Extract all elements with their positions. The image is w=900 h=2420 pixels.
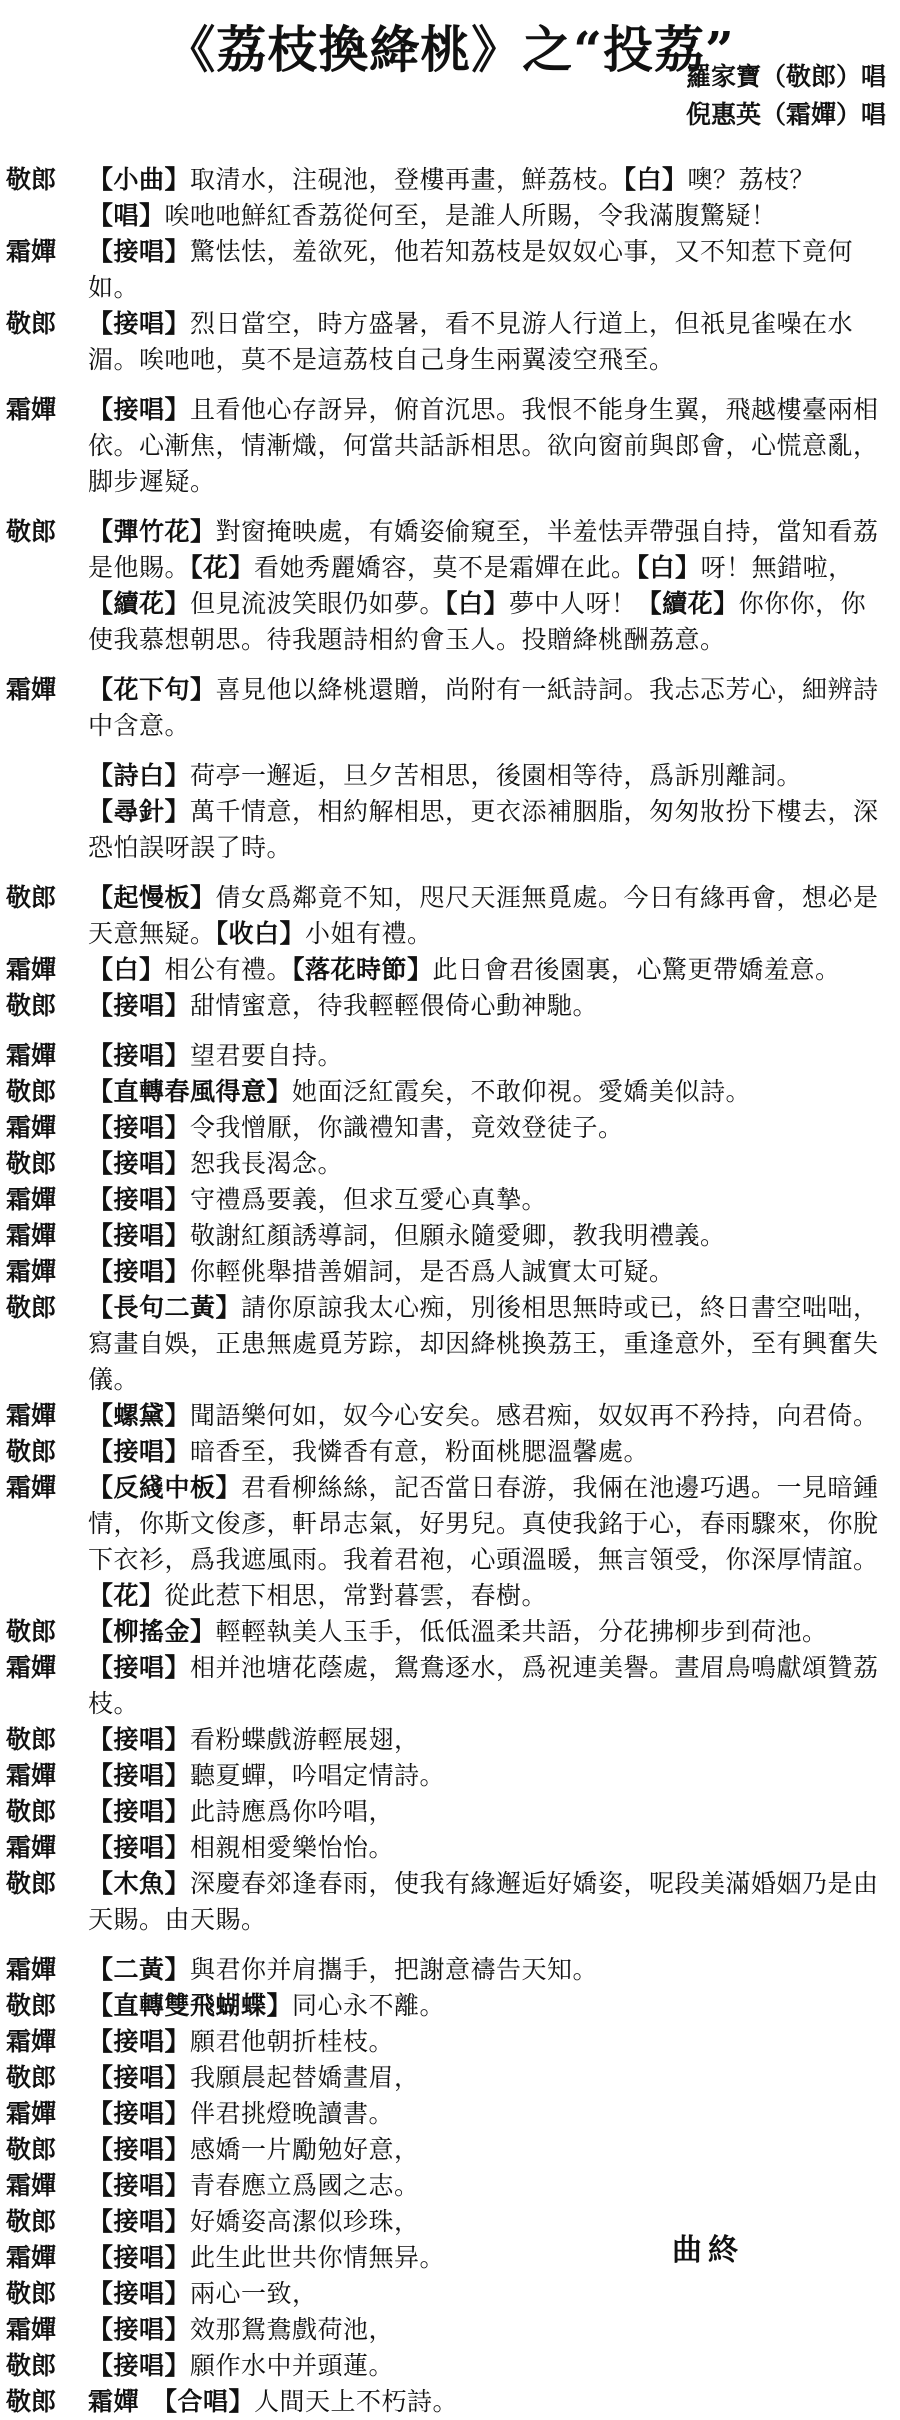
tune-tag: 【詩白】 <box>88 761 191 790</box>
lyric-segment: 聞語樂何如，奴今心安矣。感君痴，奴奴再不矜持，向君倚。 <box>190 1401 879 1430</box>
lyric-text <box>88 1218 888 1254</box>
tune-tag: 【起慢板】 <box>88 883 216 912</box>
lyric-text <box>88 1146 888 1182</box>
lyric-segment: 我願晨起替嬌晝眉， <box>190 2063 420 2092</box>
lyric-text <box>88 1290 888 1398</box>
lyric-segment: 同心永不離。 <box>292 1991 446 2020</box>
speaker-name: 霜嬋 <box>6 955 57 984</box>
lyric-line <box>6 758 888 794</box>
tune-tag: 【花】 <box>88 1581 165 1610</box>
tune-tag: 【接唱】 <box>88 1041 191 1070</box>
lyric-text <box>88 514 888 658</box>
speaker-name: 霜嬋 <box>6 675 57 704</box>
lyric-line <box>6 2204 888 2240</box>
lyric-segment: 荷亭一邂逅，旦夕苦相思，後園相等待，爲訴別離詞。 <box>190 761 803 790</box>
lyric-line <box>6 1988 888 2024</box>
lyric-text <box>88 1470 888 1614</box>
lyric-line <box>6 1722 888 1758</box>
lyric-text <box>88 1398 888 1434</box>
tune-tag: 【接唱】 <box>88 2063 191 2092</box>
tune-tag: 【合唱】 <box>164 2387 255 2416</box>
lyric-segment: 青春應立爲國之志。 <box>190 2171 420 2200</box>
lyric-line <box>6 1218 888 1254</box>
lyric-segment: 烈日當空，時方盛暑，看不見游人行道上，但祇見雀噪在水湄。唉吔吔，莫不是這荔枝自己身生兩翼淩空飛至。 <box>88 309 854 374</box>
speaker-name: 霜嬋 <box>6 1401 57 1430</box>
speaker-name: 霜嬋 <box>6 1257 57 1286</box>
lyric-line <box>6 2024 888 2060</box>
lyric-segment: 相并池塘花蔭處，鴛鴦逐水，爲祝連美譽。晝眉鳥鳴獻頌贊荔枝。 <box>88 1653 879 1718</box>
tune-tag: 【白】 <box>445 589 510 618</box>
lyric-line <box>6 1182 888 1218</box>
lyric-line <box>6 1074 888 1110</box>
lyric-segment: 與君你并肩攜手，把謝意禱告天知。 <box>190 1955 599 1984</box>
lyric-text <box>88 1182 888 1218</box>
tune-tag: 【接唱】 <box>88 1257 191 1286</box>
lyric-segment: 萬千情意，相約解相思，更衣添補胭脂，匆匆妝扮下樓去，深恐怕誤呀誤了時。 <box>88 797 879 862</box>
tune-tag: 【接唱】 <box>88 1833 191 1862</box>
tune-tag: 【白】 <box>88 955 165 984</box>
lyric-text <box>88 794 888 866</box>
lyric-text <box>88 1988 888 2024</box>
lyric-text <box>88 234 888 306</box>
lyric-line <box>6 1254 888 1290</box>
lyric-segment: 輕輕執美人玉手，低低溫柔共語，分花拂柳步到荷池。 <box>215 1617 828 1646</box>
tune-tag: 【接唱】 <box>88 2243 191 2272</box>
tune-tag: 【反綫中板】 <box>88 1473 242 1502</box>
lyric-line <box>6 2348 888 2384</box>
tune-tag: 【二黃】 <box>88 1955 191 1984</box>
speaker-name: 霜嬋 <box>6 1113 57 1142</box>
lyric-line <box>6 2312 888 2348</box>
tune-tag: 【接唱】 <box>88 1761 191 1790</box>
lyric-segment: 喜見他以絳桃還贈，尚附有一紙詩詞。我忐忑芳心，細辨詩中含意。 <box>88 675 879 740</box>
lyric-segment: 甜情蜜意，待我輕輕偎倚心動神馳。 <box>190 991 599 1020</box>
tune-tag: 【柳搖金】 <box>88 1617 216 1646</box>
tune-tag: 【接唱】 <box>88 1797 191 1826</box>
lyric-line <box>6 162 888 234</box>
speaker-name: 敬郎 <box>6 165 57 194</box>
lyric-text <box>88 162 888 234</box>
singer-credit-female: 倪惠英（霜嬋）唱 <box>685 100 886 129</box>
lyric-line <box>6 880 888 952</box>
lyric-segment: 從此惹下相思，常對暮雲，春樹。 <box>164 1581 548 1610</box>
lyric-line <box>6 1614 888 1650</box>
lyric-line <box>6 1830 888 1866</box>
speaker-name: 敬郎 <box>6 1991 57 2020</box>
speaker-name: 霜嬋 <box>6 1955 57 1984</box>
speaker-name: 霜嬋 <box>6 2099 57 2128</box>
lyric-text <box>88 758 888 794</box>
tune-tag: 【接唱】 <box>88 309 191 338</box>
lyric-line <box>6 1794 888 1830</box>
lyric-text <box>88 672 888 744</box>
lyric-line <box>6 392 888 500</box>
lyric-segment: 效那鴛鴦戲荷池， <box>190 2315 395 2344</box>
tune-tag: 【小曲】 <box>88 165 191 194</box>
lyric-line <box>6 514 888 658</box>
lyric-line <box>6 2132 888 2168</box>
lyric-segment: 取清水，注硯池，登樓再畫，鮮荔枝。 <box>190 165 624 194</box>
lyric-segment: 噢？荔枝？ <box>687 165 816 194</box>
lyric-segment: 兩心一致， <box>190 2279 318 2308</box>
lyric-line <box>6 1470 888 1614</box>
lyrics-body <box>6 162 888 2420</box>
lyric-line <box>6 2060 888 2096</box>
tune-tag: 【接唱】 <box>88 1221 191 1250</box>
tune-tag: 【白】 <box>636 553 701 582</box>
lyric-text <box>88 1434 888 1470</box>
tune-tag: 霜嬋 <box>88 2387 165 2416</box>
tune-tag: 【直轉春風得意】 <box>88 1077 293 1106</box>
lyric-text <box>88 2096 888 2132</box>
speaker-name: 霜嬋 <box>6 2171 57 2200</box>
lyric-segment: 驚怯怯，羞欲死，他若知荔枝是奴奴心事，又不知惹下竟何如。 <box>88 237 854 302</box>
lyric-segment: 願君他朝折桂枝。 <box>190 2027 395 2056</box>
speaker-name: 霜嬋 <box>6 1041 57 1070</box>
lyric-segment: 好嬌姿高潔似珍珠， <box>190 2207 420 2236</box>
lyric-segment: 聽夏蟬，吟唱定情詩。 <box>190 1761 446 1790</box>
tune-tag: 【接唱】 <box>88 395 191 424</box>
lyric-segment: 人間天上不朽詩。 <box>254 2387 459 2416</box>
speaker-name: 敬郎 <box>6 2279 57 2308</box>
lyric-segment: 呀！無錯啦， <box>700 553 854 582</box>
lyric-segment: 相公有禮。 <box>164 955 293 984</box>
lyric-text <box>88 2060 888 2096</box>
lyric-text <box>88 1722 888 1758</box>
speaker-name: 敬郎 <box>6 883 57 912</box>
lyric-text <box>88 2024 888 2060</box>
speaker-name: 敬郎 <box>6 2351 57 2380</box>
tune-tag: 【接唱】 <box>88 2171 191 2200</box>
lyric-text <box>88 2312 888 2348</box>
lyric-line <box>6 1398 888 1434</box>
lyric-segment: 小姐有禮。 <box>305 919 433 948</box>
lyric-line <box>6 988 888 1024</box>
lyric-line <box>6 1146 888 1182</box>
lyric-text <box>88 1952 888 1988</box>
speaker-name: 敬郎 <box>6 2387 57 2416</box>
lyric-segment: 此日會君後園裏，心驚更帶嬌羞意。 <box>432 955 841 984</box>
lyric-segment: 看粉蝶戲游輕展翅， <box>190 1725 420 1754</box>
tune-tag: 【接唱】 <box>88 237 191 266</box>
lyric-text <box>88 2348 888 2384</box>
speaker-name: 敬郎 <box>6 1617 57 1646</box>
lyric-line <box>6 1038 888 1074</box>
speaker-name: 敬郎 <box>6 1293 57 1322</box>
lyric-line <box>6 794 888 866</box>
tune-tag: 【接唱】 <box>88 1437 191 1466</box>
lyric-line <box>6 234 888 306</box>
speaker-name: 霜嬋 <box>6 395 57 424</box>
tune-tag: 【彈竹花】 <box>88 517 216 546</box>
tune-tag: 【直轉雙飛蝴蝶】 <box>88 1991 293 2020</box>
tune-tag: 【接唱】 <box>88 2027 191 2056</box>
tune-tag: 【花】 <box>190 553 255 582</box>
lyric-segment: 恕我長渴念。 <box>190 1149 344 1178</box>
speaker-name: 霜嬋 <box>6 1473 57 1502</box>
tune-tag: 【接唱】 <box>88 1653 191 1682</box>
lyric-text <box>88 952 888 988</box>
lyric-segment: 此生此世共你情無异。 <box>190 2243 446 2272</box>
lyric-segment: 對窗掩映處，有嬌姿偷窺至，半羞怯弄帶强自持，當知看荔是他賜。 <box>88 517 879 582</box>
tune-tag: 【接唱】 <box>88 2099 191 2128</box>
tune-tag: 【長句二黃】 <box>88 1293 242 1322</box>
speaker-name: 霜嬋 <box>6 1185 57 1214</box>
lyric-text <box>88 1758 888 1794</box>
tune-tag: 【接唱】 <box>88 991 191 1020</box>
speaker-name: 敬郎 <box>6 517 57 546</box>
lyric-line <box>6 952 888 988</box>
lyric-line <box>6 2168 888 2204</box>
lyric-segment: 此詩應爲你吟唱， <box>190 1797 395 1826</box>
lyric-text <box>88 1038 888 1074</box>
lyric-line <box>6 306 888 378</box>
lyric-text <box>88 1074 888 1110</box>
tune-tag: 【續花】 <box>88 589 191 618</box>
lyric-text <box>88 2240 888 2276</box>
lyric-line <box>6 1650 888 1722</box>
lyric-text <box>88 2204 888 2240</box>
speaker-name: 敬郎 <box>6 1149 57 1178</box>
lyric-segment: 守禮爲要義，但求互愛心真摯。 <box>190 1185 548 1214</box>
speaker-name: 霜嬋 <box>6 237 57 266</box>
lyric-text <box>88 1650 888 1722</box>
lyric-line <box>6 1758 888 1794</box>
lyric-text <box>88 2168 888 2204</box>
tune-tag: 【接唱】 <box>88 2135 191 2164</box>
tune-tag: 【接唱】 <box>88 2351 191 2380</box>
speaker-name: 敬郎 <box>6 309 57 338</box>
speaker-name: 敬郎 <box>6 1077 57 1106</box>
speaker-name: 敬郎 <box>6 2063 57 2092</box>
lyric-segment: 你輕佻舉措善媚詞，是否爲人誠實太可疑。 <box>190 1257 675 1286</box>
tune-tag: 【接唱】 <box>88 1113 191 1142</box>
speaker-name: 敬郎 <box>6 991 57 1020</box>
lyric-segment: 看她秀麗嬌容，莫不是霜嬋在此。 <box>254 553 637 582</box>
lyric-text <box>88 1866 888 1938</box>
speaker-name: 霜嬋 <box>6 2315 57 2344</box>
lyric-text <box>88 988 888 1024</box>
speaker-name: 敬郎 <box>6 1725 57 1754</box>
lyric-text <box>88 1794 888 1830</box>
tune-tag: 【續花】 <box>636 589 739 618</box>
lyric-line <box>6 2276 888 2312</box>
tune-tag: 【接唱】 <box>88 1185 191 1214</box>
lyric-segment: 唉吔吔鮮紅香荔從何至，是誰人所賜，令我滿腹驚疑！ <box>164 201 777 230</box>
lyric-text <box>88 392 888 500</box>
lyric-segment: 伴君挑燈晚讀書。 <box>190 2099 395 2128</box>
lyric-text <box>88 1110 888 1146</box>
tune-tag: 【落花時節】 <box>292 955 433 984</box>
lyric-segment: 你你你，你使我慕想朝思。待我題詩相約會玉人。投贈絳桃酬荔意。 <box>88 589 867 654</box>
speaker-name: 敬郎 <box>6 1437 57 1466</box>
lyric-segment: 但見流波笑眼仍如夢。 <box>190 589 446 618</box>
lyric-text <box>88 2132 888 2168</box>
tune-tag: 【唱】 <box>88 201 165 230</box>
lyric-segment: 請你原諒我太心痴，別後相思無時或已，終日書空咄咄，寫畫自娛，正患無處覓芳踪，却因絳桃換荔王，重逢意外，至有興奮失儀。 <box>88 1293 879 1394</box>
speaker-name: 霜嬋 <box>6 2027 57 2056</box>
lyric-text <box>88 1254 888 1290</box>
lyric-segment: 令我憎厭，你識禮知書，竟效登徒子。 <box>190 1113 624 1142</box>
song-title: 《荔枝換絳桃》之“投荔” <box>165 20 735 79</box>
lyric-segment: 君看柳絲絲，記否當日春游，我倆在池邊巧遇。一見暗鍾情，你斯文俊彥，軒昂志氣，好男兒。真使我銘于心，春雨驟來，你脫下衣衫，爲我遮風雨。我着君袍，心頭溫暖，無言領受，你深厚情誼。 <box>88 1473 879 1574</box>
lyric-text <box>88 2276 888 2312</box>
tune-tag: 【接唱】 <box>88 2279 191 2308</box>
tune-tag: 【螺黛】 <box>88 1401 191 1430</box>
lyric-segment: 暗香至，我憐香有意，粉面桃腮溫馨處。 <box>190 1437 650 1466</box>
lyric-segment: 相親相愛樂怡怡。 <box>190 1833 395 1862</box>
speaker-name: 霜嬋 <box>6 2243 57 2272</box>
tune-tag: 【接唱】 <box>88 2315 191 2344</box>
singer-credit-male: 羅家寶（敬郎）唱 <box>685 62 886 91</box>
tune-tag: 【白】 <box>623 165 688 194</box>
lyric-line <box>6 1866 888 1938</box>
speaker-name: 霜嬋 <box>6 1653 57 1682</box>
speaker-name: 敬郎 <box>6 1869 57 1898</box>
lyric-line <box>6 1952 888 1988</box>
speaker-name: 敬郎 <box>6 2135 57 2164</box>
singer-credits <box>686 58 886 134</box>
lyric-line <box>6 2384 888 2420</box>
lyric-line <box>6 1110 888 1146</box>
lyric-line <box>6 2096 888 2132</box>
lyric-line <box>6 672 888 744</box>
tune-tag: 【接唱】 <box>88 2207 191 2236</box>
speaker-name: 敬郎 <box>6 2207 57 2236</box>
lyric-line <box>6 1434 888 1470</box>
lyric-segment: 感嬌一片勵勉好意， <box>190 2135 420 2164</box>
tune-tag: 【接唱】 <box>88 1149 191 1178</box>
lyric-segment: 她面泛紅霞矣，不敢仰視。愛嬌美似詩。 <box>292 1077 752 1106</box>
tune-tag: 【木魚】 <box>88 1869 191 1898</box>
lyric-segment: 倩女爲鄰竟不知，咫尺天涯無覓處。今日有緣再會，想必是天意無疑。 <box>88 883 879 948</box>
lyric-segment: 深慶春郊逢春雨，使我有緣邂逅好嬌姿，呢段美滿婚姻乃是由天賜。由天賜。 <box>88 1869 879 1934</box>
speaker-name: 霜嬋 <box>6 1761 57 1790</box>
lyric-line <box>6 1290 888 1398</box>
end-mark: 曲終 <box>672 2233 744 2268</box>
lyric-segment: 夢中人呀！ <box>509 589 637 618</box>
lyric-text <box>88 306 888 378</box>
speaker-name: 敬郎 <box>6 1797 57 1826</box>
lyric-text <box>88 2384 888 2420</box>
lyric-segment: 望君要自持。 <box>190 1041 344 1070</box>
speaker-name: 霜嬋 <box>6 1833 57 1862</box>
lyric-segment: 且看他心存訝异，俯首沉思。我恨不能身生翼，飛越樓臺兩相依。心漸焦，情漸熾，何當共話訴相思。欲向窗前與郎會，心慌意亂，脚步遲疑。 <box>88 395 879 496</box>
tune-tag: 【收白】 <box>215 919 306 948</box>
lyric-segment: 願作水中并頭蓮。 <box>190 2351 395 2380</box>
lyric-segment: 敬謝紅顏誘導詞，但願永隨愛卿，教我明禮義。 <box>190 1221 726 1250</box>
tune-tag: 【接唱】 <box>88 1725 191 1754</box>
tune-tag: 【花下句】 <box>88 675 216 704</box>
lyric-line <box>6 2240 888 2276</box>
lyric-text <box>88 1830 888 1866</box>
lyric-text <box>88 1614 888 1650</box>
speaker-name: 霜嬋 <box>6 1221 57 1250</box>
tune-tag: 【尋針】 <box>88 797 191 826</box>
lyric-text <box>88 880 888 952</box>
